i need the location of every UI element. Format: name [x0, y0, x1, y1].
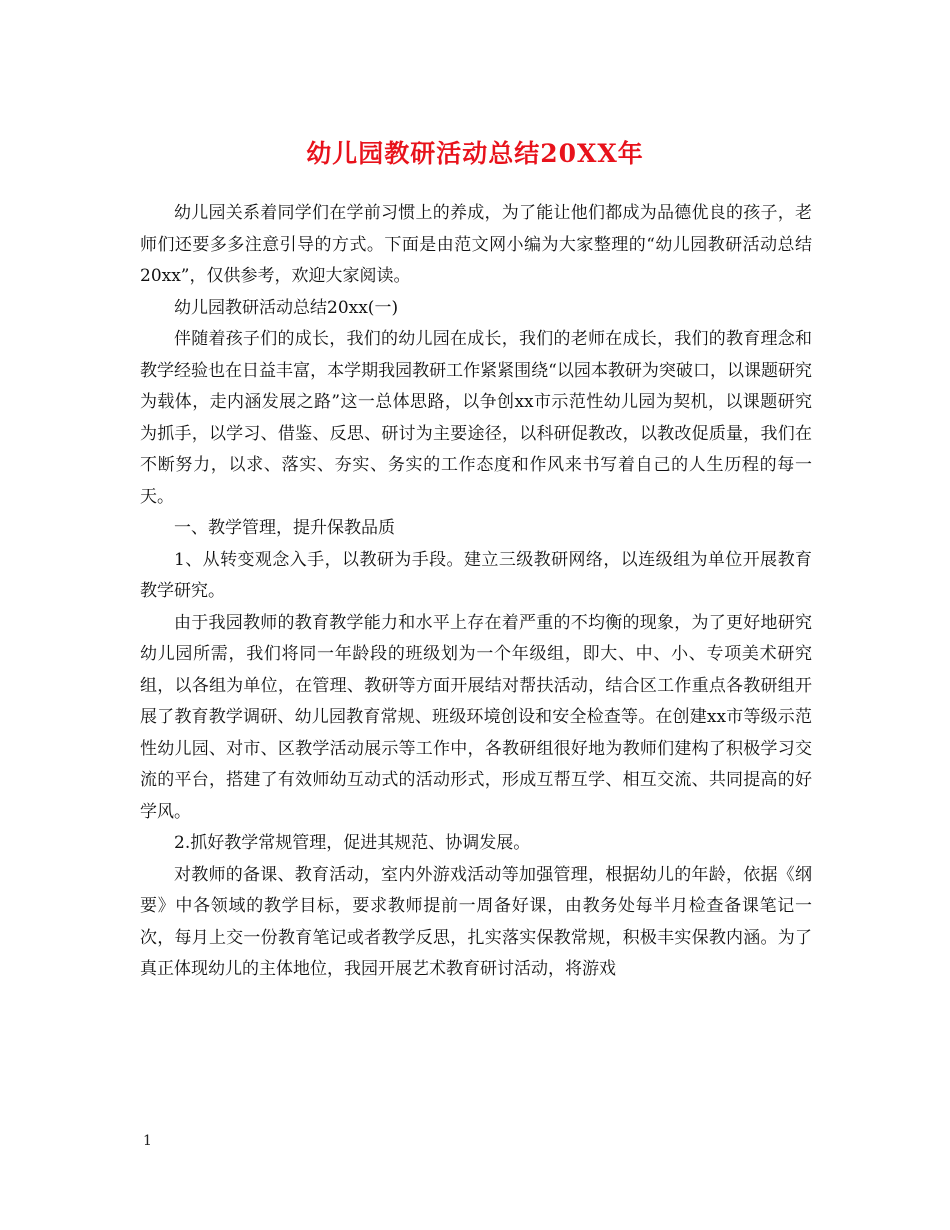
paragraph-lesson-prep: 对教师的备课、教育活动，室内外游戏活动等加强管理，根据幼儿的年龄，依据《纲要》中各领域的教学目标，要求教师提前一周备好课，由教务处每半月检查备课笔记一次，每月上交一份教育笔记或者教学反思，扎实落实保教常规，积极丰实保教内涵。为了真正体现幼儿的主体地位，我园开展艺术教育研讨活动，将游戏 [140, 864, 812, 979]
paragraph-point-2: 2.抓好教学常规管理，促进其规范、协调发展。 [174, 833, 531, 853]
document-body [140, 198, 812, 986]
page-number: 1 [143, 1133, 152, 1149]
paragraph-intro: 幼儿园关系着同学们在学前习惯上的养成，为了能让他们都成为品德优良的孩子，老师们还要多多注意引导的方式。下面是由范文网小编为大家整理的“幼儿园教研活动总结20xx”，仅供参考，欢迎大家阅读。 [140, 203, 812, 286]
paragraph-grade-groups: 由于我园教师的教育教学能力和水平上存在着严重的不均衡的现象，为了更好地研究幼儿园所需，我们将同一年龄段的班级划为一个年级组，即大、中、小、专项美术研究组，以各组为单位，在管理、教研等方面开展结对帮扶活动，结合区工作重点各教研组开展了教育教学调研、幼儿园教育常规、班级环境创设和安全检查等。在创建xx市等级示范性幼儿园、对市、区教学活动展示等工作中，各教研组很好地为教师们建构了积极学习交流的平台，搭建了有效师幼互动式的活动形式，形成互帮互学、相互交流、共同提高的好学风。 [140, 612, 812, 822]
document-title: 幼儿园教研活动总结20XX年 [306, 139, 644, 168]
section-heading-teaching-management: 一、教学管理，提升保教品质 [174, 518, 395, 538]
paragraph-point-1: 1、从转变观念入手，以教研为手段。建立三级教研网络，以连级组为单位开展教育教学研究。 [140, 549, 812, 601]
paragraph-overview: 伴随着孩子们的成长，我们的幼儿园在成长，我们的老师在成长，我们的教育理念和教学经验也在日益丰富，本学期我园教研工作紧紧围绕“以园本教研为突破口，以课题研究为载体，走内涵发展之路”这一总体思路，以争创xx市示范性幼儿园为契机，以课题研究为抓手，以学习、借鉴、反思、研讨为主要途径，以科研促教改，以教改促质量，我们在不断努力，以求、落实、夯实、务实的工作态度和作风来书写着自己的人生历程的每一天。 [140, 329, 812, 507]
section-heading-1: 幼儿园教研活动总结20xx(一) [174, 297, 399, 318]
